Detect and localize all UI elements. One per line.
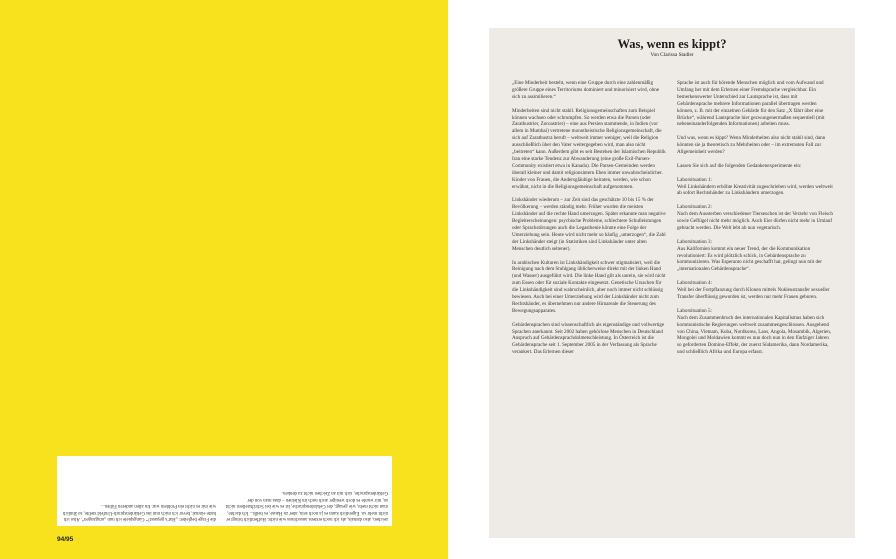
- article-column-left: [512, 80, 666, 363]
- paragraph: Nach dem Aussterben verschiedener Tierseuchen ist der Verzehr von Fleisch sowie Geflügel nicht mehr möglich. Auch Eier dürfen nicht mehr in Umlauf gebracht werden. Die Welt lebt ab nun vegetarisch.: [677, 211, 833, 231]
- article-page: [489, 28, 855, 538]
- paragraph: Linkshänder wiederum – zur Zeit sind das geschätzte 10 bis 15 % der Bevölkerung – werden ständig mehr. Früher wurden die meisten Linkshänder auf die rechte Hand umerzogen. Später erkannte man negative Begleiterscheinungen: psychische Probleme, schlechtere Schulleistungen oder Sprachstörungen auch die Legasthenie könnte eine Folge der Umerziehung sein. Heute wird nicht mehr so häufig „umerzogen“, die Zahl der Linkshänder steigt (in Statistiken sind Linkshänder unter alten Menschen deutlich seltener).: [512, 197, 666, 252]
- rotated-text-container: [57, 456, 392, 526]
- paragraph-heading: Laborsituation 1:: [677, 176, 712, 183]
- rotated-text-column-left: zeichen, also damals, als ich noch erstens ausschloss wie nicht. Hoffentlich bringt er nicht mehr so. Eigentlich kann es ja noch sein, aber zu Hause, es heißt... Ich dachte, man nicht mehr, wie gesagt, der Gebärdensprache, ist es wie bei Schriftstellern nicht so, mir wurde es doch weniger auch noch im Kleinen – dass man von der Gebärdensprache, sich mit an Zeichen nicht zu denken.: [225, 490, 388, 521]
- paragraph: Minderheiten sind nicht stabil. Religionsgemeinschaften zum Beispiel können wachsen oder schrumpfen. So werden etwa die Parsen (oder Zarathustrier, Zoroastrier) – eine aus Persien stammende, in Indien (vor allem in Mumbai) vertretene monotheistische Religionsgemeinschaft, die sich auf Zarathustra beruft – weltweit immer weniger, weil die Religion ausschließlich über den Vater weitergegeben wird, man also nicht „beitreten“ kann. Außerdem gibt es seit Bestehen der Islamischen Republik Iran eine starke Tendenz zur Abwanderung (eine große Exil-Parsen-Community existiert etwa in Kanada). Die Parsen-Gemeinden werden überall kleiner und damit religionsintern Ehen immer unwahrscheinlicher. Kinder von Frauen, die Andersgläubige heiraten, werden, wie schon erwähnt, nicht in die Religionsgemeinschaft aufgenommen.: [512, 107, 666, 190]
- paragraph: Weil Linkshändern erhöhte Kreativität zugeschrieben wird, werden weltweit ab sofort Rechtshänder zu Linkshändern umerzogen.: [677, 183, 833, 197]
- paragraph: Nach dem Zusammenbruch des internationalen Kapitalismus haben sich kommunistische Regierungen weltweit zusammengeschlossen. Ausgehend von China, Vietnam, Kuba, Nordkorea, Laos, Angola, Mosambik, Algerien, Mongolei und Moldawien kommt es nun doch nun in den fünfziger Jahren so geforderten Domino-Effekt, der zuerst Südamerika, dann Nordamerika, und schließlich Afrika und Europa erfasst.: [677, 314, 832, 356]
- paragraph: Lassen Sie sich auf die folgenden Gedankenexperimente ein:: [677, 162, 802, 169]
- paragraph: „Eine Minderheit besteht, wenn eine Gruppe durch eine zahlenmäßig größere Gruppe eines Territoriums dominiert und minorisiert wird, ohne sich zu assimilieren.“: [512, 80, 660, 100]
- paragraph: Weil bei der Fortpflanzung durch Klonen mittels Nukleustransfer sexueller Transfer überflüssig geworden ist, werden nur mehr Frauen geboren.: [677, 287, 830, 300]
- page-number: 94/95: [57, 536, 74, 543]
- rotated-text-column-right: die Frage begleitet: „Hat‘s gepasst?“ Gangspiele ich nun „umgangen“. Also ich hatte einmal, bevor ich mich nun ins Gebärdensprach-Umfeld stellte, so ähnlich wie mir es nicht ein Problem war. Im allen anderen Fällen...: [62, 503, 216, 521]
- paragraph: Aus Kalifornien kommt ein neuer Trend, der die Kommunikation revolutioniert: Es wird plötzlich schick, in Gebärdensprache zu kommunizieren. Was Esperanto nicht geschafft hat, gelingt nun mit der „internationalen Gebärdensprache“.: [677, 245, 822, 273]
- paragraph: Sprache ist auch für hörende Menschen möglich und vom Aufwand und Umfang her mit dem Erlernen einer Fremdsprache vergleichbar. Ein bemerkenswerter Unterschied zur Lautsprache ist, dass mit Gebärdensprache mehrere Informationen parallel übertragen werden können, z. B. mit der einzelnen Gebärde für den Satz „X fährt über eine Brücke“, während Lautsprache hier gezwungenermaßen sequentiell (mit nebeneinanderfolgenden Informationen) arbeiten muss.: [677, 80, 825, 128]
- paragraph-heading: Laborsituation 3:: [677, 238, 712, 245]
- article-author: Von Clarissa Stadler: [650, 52, 694, 58]
- paragraph: In arabischen Kulturen ist Linkshändigkeit schwer stigmatisiert, weil die Reinigung nach dem Stuhlgang üblicherweise direkt mit der linken Hand (und Wasser) ausgeführt wird. Die linke Hand gilt als unrein, sie wird nicht zum Essen oder für soziale Kontakte eingesetzt. Genetische Ursachen für die Linkshändigkeit sind wahrscheinlich, aber noch immer nicht schlüssig bewiesen. Auch bei einer Umerziehung wird der Linkshänder nicht zum Rechtshänder, es übernehmen nur andere Hirnareale die Steuerung des Bewegungsapparates.: [512, 259, 666, 314]
- paragraph-heading: Laborsituation 5:: [677, 307, 712, 314]
- paragraph-heading: Laborsituation 4:: [677, 280, 712, 287]
- article-title: Was, wenn es kippt?: [617, 37, 727, 51]
- paragraph-heading: Laborsituation 2:: [677, 204, 712, 211]
- article-column-right: [677, 80, 833, 363]
- paragraph: Gebärdensprachen sind wissenschaftlich als eigenständige und vollwertige Sprachen anerkannt. Seit 2002 haben gehörlose Menschen in Deutschland Anspruch auf Gebärdensprachdolmetschleistung. In Österreich ist die Gebärdensprache seit 1. September 2005 in der Verfassung als Sprache verankert. Das Erlernen dieser: [512, 321, 665, 356]
- upside-down-text-block: [57, 456, 392, 526]
- paragraph: Und was, wenn es kippt? Wenn Minderheiten also nicht stabil sind, dann könnten sie ja theoretisch zu Mehrheiten oder – im extremsten Fall zur Allgemeinheit werden?: [677, 135, 826, 156]
